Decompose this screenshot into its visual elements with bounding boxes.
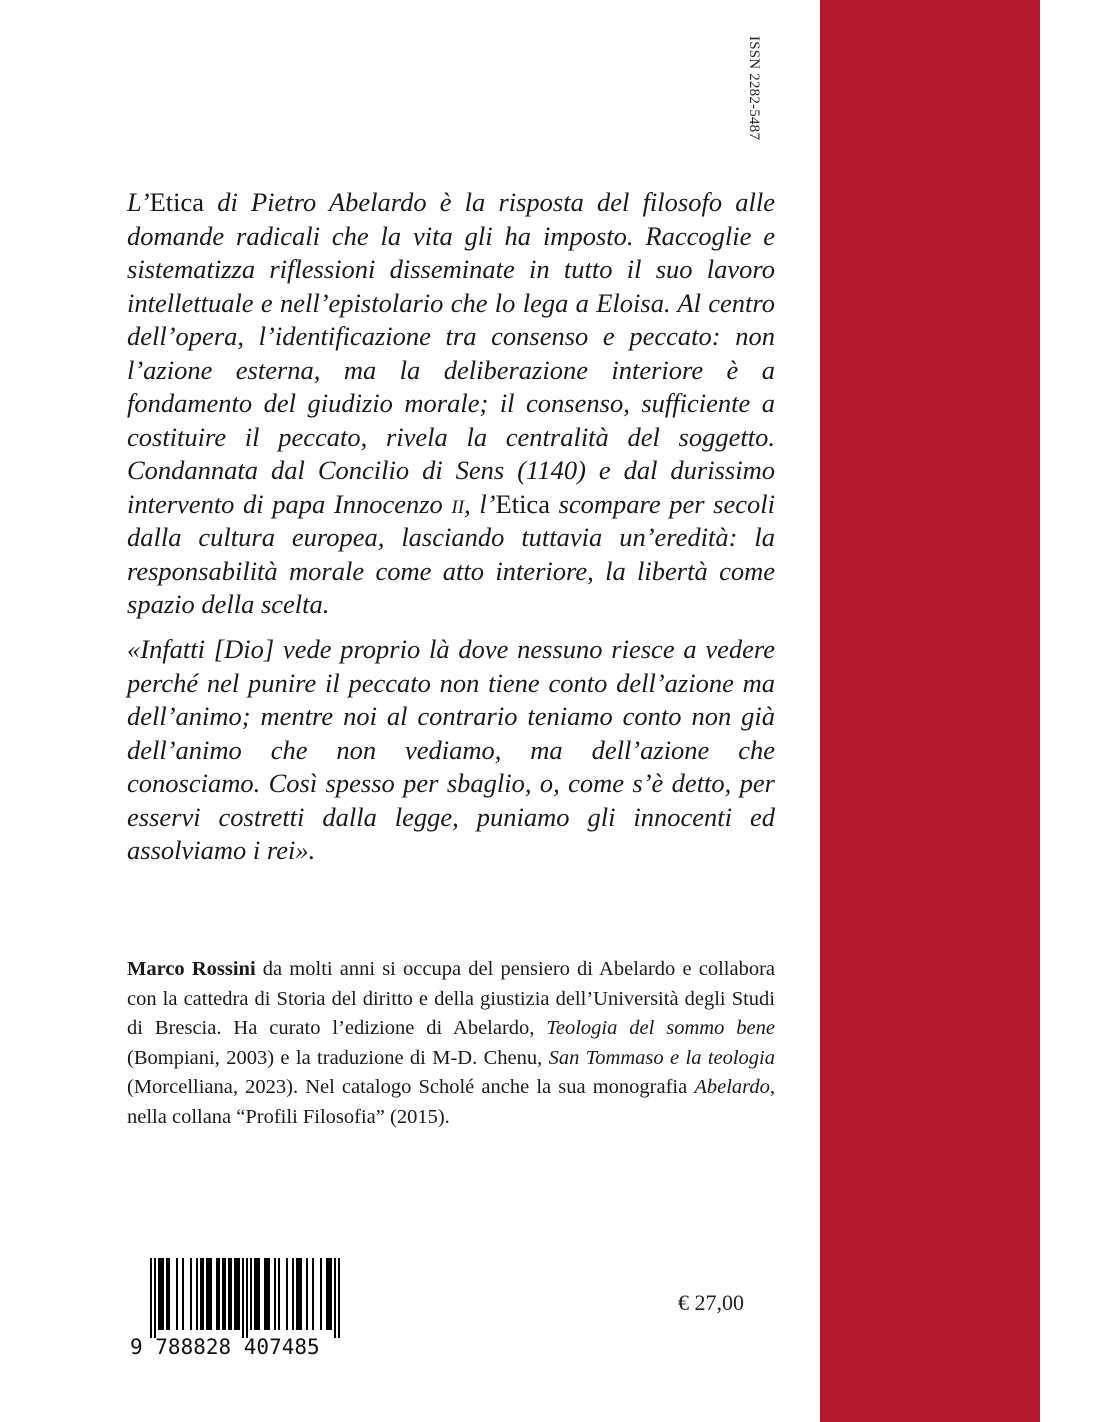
issn-text: ISSN 2282-5487: [746, 36, 762, 141]
barcode-bar: [154, 1258, 156, 1338]
barcode-bar: [196, 1258, 198, 1330]
barcode-bar: [208, 1258, 210, 1330]
barcode-bar: [236, 1258, 238, 1330]
barcode-bar: [200, 1258, 202, 1330]
price: € 27,00: [678, 1290, 744, 1315]
barcode-bar: [312, 1258, 314, 1330]
barcode-bar: [300, 1258, 302, 1330]
author-bio: Marco Rossini da molti anni si occupa del pensiero di Abelardo e collabora con la cattedra di Storia del diritto e della giustizia dell’Università degli Studi di Brescia. Ha curato l’edizione di Abelardo, Teologia del sommo bene (Bompiani, 2003) e la traduzione di M-D. Chenu, San Tommaso e la teologia (Morcelliana, 2023). Nel catalogo Scholé anche la sua monografia Abelardo, nella collana “Profili Filosofia” (2015).: [127, 958, 776, 1128]
barcode-bars: [140, 1258, 350, 1338]
barcode-bar: [266, 1258, 268, 1330]
barcode-bar: [338, 1258, 340, 1338]
barcode-bar: [292, 1258, 294, 1330]
barcode-bar: [246, 1258, 248, 1338]
barcode-bar: [254, 1258, 256, 1330]
barcode-bar: [274, 1258, 276, 1330]
barcode-bar: [298, 1258, 300, 1330]
barcode-bar: [222, 1258, 224, 1330]
barcode-bar: [216, 1258, 218, 1330]
author-name: Marco Rossini: [127, 958, 256, 980]
barcode-bar: [158, 1258, 160, 1330]
barcode-bar: [242, 1258, 244, 1338]
barcode-bar: [176, 1258, 178, 1330]
work-title: Teologia del sommo bene: [546, 1017, 775, 1039]
issn-vertical: [742, 36, 762, 156]
barcode-bar: [334, 1258, 336, 1338]
barcode-bar: [218, 1258, 220, 1330]
barcode-bar: [278, 1258, 280, 1330]
work-title: Abelardo: [694, 1076, 770, 1098]
barcode-bar: [210, 1258, 212, 1330]
barcode-bar: [320, 1258, 322, 1330]
work-title: San Tommaso e la teologia: [548, 1046, 776, 1069]
barcode-bar: [264, 1258, 266, 1330]
barcode-bar: [258, 1258, 260, 1330]
red-spine-band: [820, 0, 1040, 1422]
barcode-bar: [202, 1258, 204, 1330]
barcode-bar: [150, 1258, 152, 1338]
barcode-bar: [306, 1258, 308, 1330]
barcode-bar: [230, 1258, 232, 1330]
barcode-bar: [328, 1258, 330, 1330]
barcode-bar: [190, 1258, 192, 1330]
barcode-bar: [268, 1258, 270, 1330]
barcode-bar: [326, 1258, 328, 1330]
barcode-bar: [224, 1258, 226, 1330]
barcode-bar: [234, 1258, 236, 1330]
barcode-bar: [296, 1258, 298, 1330]
quote-paragraph: «Infatti [Dio] vede proprio là dove nessuno riesce a vedere perché nel punire il peccato non tiene conto dell’azione ma dell’animo; mentre noi al contrario teniamo conto non già dell’animo che non vediamo, ma dell’azione che conosciamo. Così spesso per sbaglio, o, come s’è detto, per esservi costretti dalla legge, puniamo gli innocenti ed assolviamo i rei».: [127, 634, 775, 865]
title-etica: Etica: [495, 488, 550, 519]
barcode-bar: [206, 1258, 208, 1330]
barcode-bar: [182, 1258, 184, 1330]
barcode-bar: [168, 1258, 170, 1330]
barcode-bar: [166, 1258, 168, 1330]
barcode-bar: [250, 1258, 252, 1330]
barcode-bar: [330, 1258, 332, 1330]
blurb-paragraph: L’Etica di Pietro Abelardo è la risposta del filosofo alle domande radicali che la vita gli ha imposto. Raccoglie e sistematizza riflessioni disseminate in tutto il suo lavoro intellettuale e nell’epistolario che lo lega a Eloisa. Al centro dell’opera, l’identificazione tra consenso e peccato: non l’azione esterna, ma la deliberazione interiore è a fondamento del giudizio morale; il consenso, sufficiente a costituire il peccato, rivela la centralità del soggetto. Condannata dal Concilio di Sens (1140) e dal durissimo intervento di papa Innocenzo ii, l’Etica scompare per secoli dalla cultura europea, lasciando tuttavia un’eredità: la responsabilità morale come atto interiore, la libertà come spazio della scelta.: [127, 187, 775, 619]
barcode-digits: 9 788828 407485: [130, 1335, 320, 1359]
title-etica: Etica: [149, 187, 205, 217]
roman-numeral: ii: [451, 488, 465, 519]
barcode-bar: [286, 1258, 288, 1330]
barcode-bar: [160, 1258, 162, 1330]
barcode-bar: [238, 1258, 240, 1330]
barcode-bar: [162, 1258, 164, 1330]
barcode-bar: [256, 1258, 258, 1330]
barcode-bar: [228, 1258, 230, 1330]
